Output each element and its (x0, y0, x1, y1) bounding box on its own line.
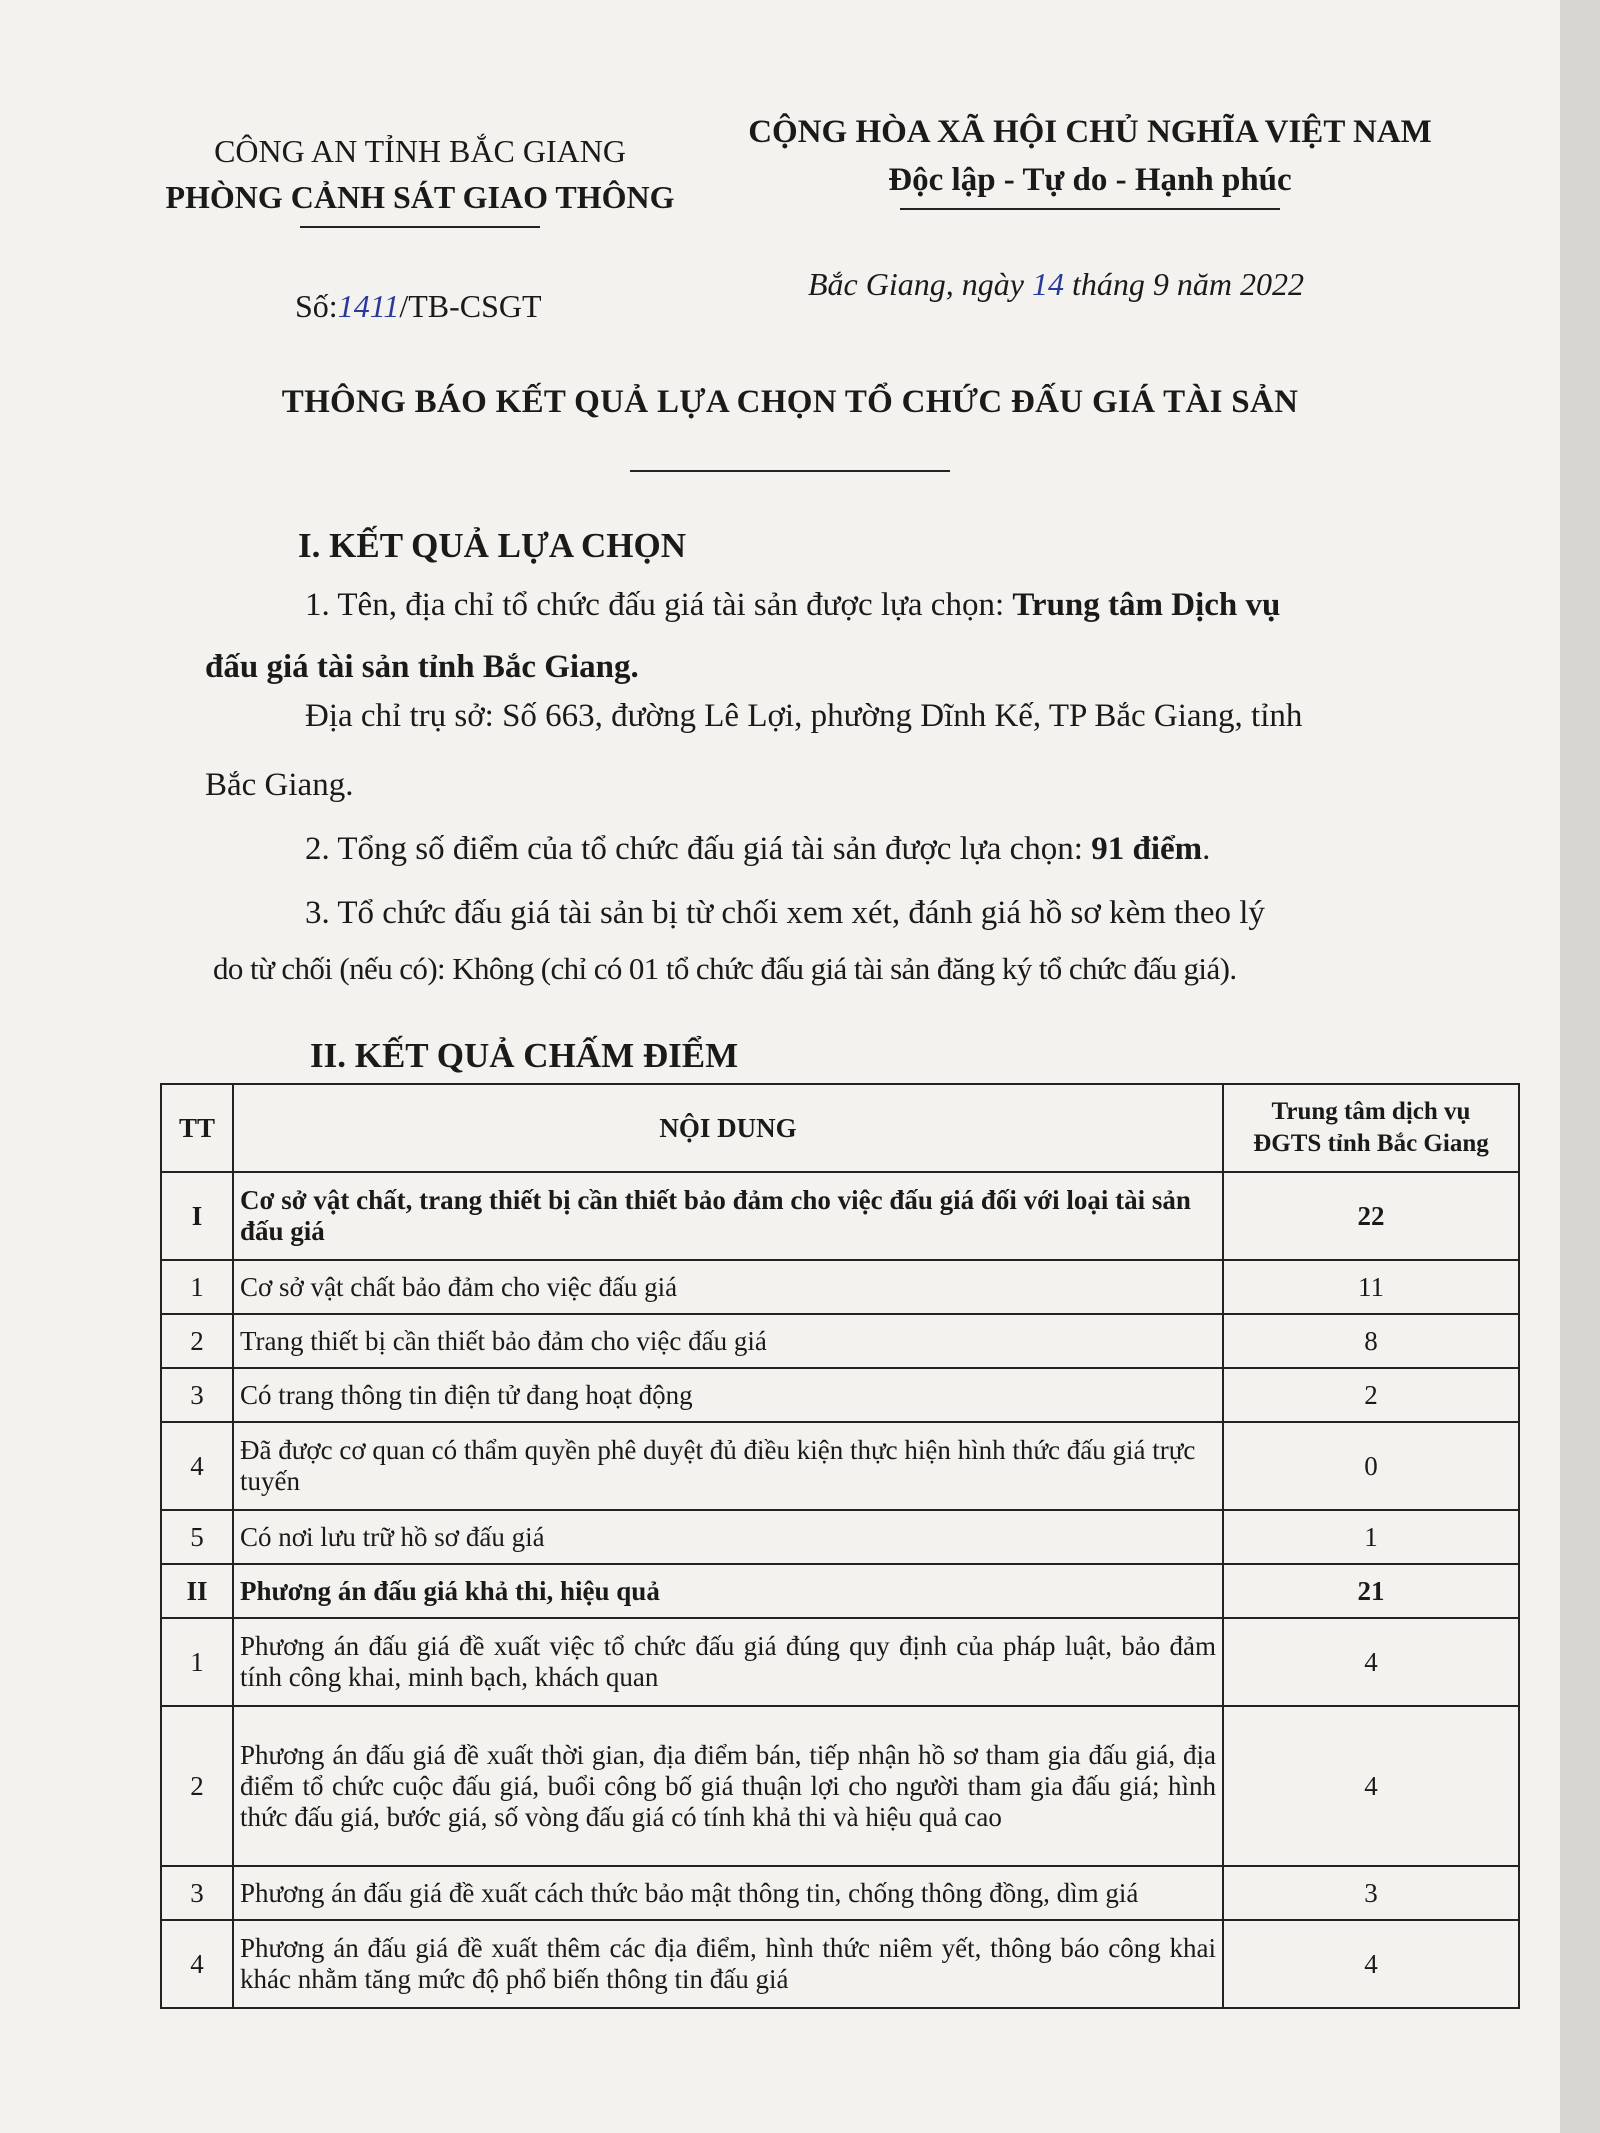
item-1-text: 1. Tên, địa chỉ tổ chức đấu giá tài sản được lựa chọn: (305, 587, 1013, 623)
agency-line-1: CÔNG AN TỈNH BẮC GIANG (214, 133, 626, 169)
item-1-line-1 (305, 582, 1445, 628)
row-tt: 1 (161, 1260, 233, 1314)
document-number (295, 288, 542, 325)
motto-underline (900, 208, 1280, 210)
row-score: 4 (1223, 1706, 1519, 1866)
nation-motto: Độc lập - Tự do - Hạnh phúc (888, 162, 1292, 198)
agency-header (150, 128, 690, 228)
row-score: 3 (1223, 1866, 1519, 1920)
row-content: Phương án đấu giá khả thi, hiệu quả (233, 1564, 1223, 1618)
row-tt: 3 (161, 1368, 233, 1422)
doc-number-suffix: /TB-CSGT (399, 288, 542, 324)
header-org-line-1: Trung tâm dịch vụ (1271, 1098, 1471, 1125)
row-score: 1 (1223, 1510, 1519, 1564)
table-row (161, 1510, 1519, 1564)
row-content: Phương án đấu giá đề xuất thời gian, địa điểm bán, tiếp nhận hồ sơ tham gia đấu giá, địa điểm tổ chức cuộc đấu giá, buổi công bố giá thuận lợi cho người tham gia đấu giá; hình thức đấu giá, bước giá, số vòng đấu giá có tính khả thi và hiệu quả cao (233, 1706, 1223, 1866)
row-tt: 2 (161, 1706, 233, 1866)
nation-name: CỘNG HÒA XÃ HỘI CHỦ NGHĨA VIỆT NAM (748, 114, 1432, 150)
doc-number-value: 1411 (337, 288, 400, 324)
item-2-end: . (1202, 831, 1211, 867)
agency-line-2: PHÒNG CẢNH SÁT GIAO THÔNG (165, 179, 675, 215)
header-content: NỘI DUNG (233, 1084, 1223, 1172)
row-content: Phương án đấu giá đề xuất cách thức bảo mật thông tin, chống thông đồng, dìm giá (233, 1866, 1223, 1920)
agency-underline (300, 226, 540, 228)
row-content: Trang thiết bị cần thiết bảo đảm cho việc đấu giá (233, 1314, 1223, 1368)
row-tt: 5 (161, 1510, 233, 1564)
item-3-line-2: do từ chối (nếu có): Không (chỉ có 01 tổ chức đấu giá tài sản đăng ký tổ chức đấu giá). (213, 951, 1237, 986)
table-row (161, 1368, 1519, 1422)
header-organization (1223, 1084, 1519, 1172)
row-content: Cơ sở vật chất bảo đảm cho việc đấu giá (233, 1260, 1223, 1314)
row-tt: 3 (161, 1866, 233, 1920)
score-table (160, 1083, 1520, 2009)
row-score: 0 (1223, 1422, 1519, 1510)
row-tt: 2 (161, 1314, 233, 1368)
row-score: 2 (1223, 1368, 1519, 1422)
document-date (808, 266, 1304, 303)
row-score: 4 (1223, 1920, 1519, 2008)
document-title: THÔNG BÁO KẾT QUẢ LỰA CHỌN TỔ CHỨC ĐẤU GIÁ TÀI SẢN (281, 384, 1299, 420)
item-2-text: 2. Tổng số điểm của tổ chức đấu giá tài sản được lựa chọn: (305, 831, 1092, 867)
item-1-name-a: Trung tâm Dịch vụ (1012, 587, 1281, 623)
row-tt: 4 (161, 1920, 233, 2008)
row-tt: 1 (161, 1618, 233, 1706)
nation-header (740, 108, 1440, 210)
table-row (161, 1866, 1519, 1920)
row-score: 11 (1223, 1260, 1519, 1314)
date-prefix: Bắc Giang, ngày (808, 266, 1024, 302)
row-score: 4 (1223, 1618, 1519, 1706)
table-row (161, 1564, 1519, 1618)
table-row (161, 1706, 1519, 1866)
doc-number-prefix: Số: (295, 288, 338, 324)
row-content: Có nơi lưu trữ hồ sơ đấu giá (233, 1510, 1223, 1564)
table-row (161, 1920, 1519, 2008)
row-score: 22 (1223, 1172, 1519, 1260)
date-day: 14 (1031, 266, 1064, 302)
row-tt: II (161, 1564, 233, 1618)
address-line-2: Bắc Giang. (205, 767, 354, 803)
table-row (161, 1314, 1519, 1368)
row-tt: 4 (161, 1422, 233, 1510)
row-score: 21 (1223, 1564, 1519, 1618)
row-content: Có trang thông tin điện tử đang hoạt động (233, 1368, 1223, 1422)
row-content: Phương án đấu giá đề xuất thêm các địa điểm, hình thức niêm yết, thông báo công khai khác nhằm tăng mức độ phổ biến thông tin đấu giá (233, 1920, 1223, 2008)
title-underline (630, 470, 950, 472)
header-tt: TT (161, 1084, 233, 1172)
row-content: Cơ sở vật chất, trang thiết bị cần thiết bảo đảm cho việc đấu giá đối với loại tài sản đấu giá (233, 1172, 1223, 1260)
row-tt: I (161, 1172, 233, 1260)
row-content: Đã được cơ quan có thẩm quyền phê duyệt đủ điều kiện thực hiện hình thức đấu giá trực tuyến (233, 1422, 1223, 1510)
row-content: Phương án đấu giá đề xuất việc tổ chức đấu giá đúng quy định của pháp luật, bảo đảm tính công khai, minh bạch, khách quan (233, 1618, 1223, 1706)
item-1-line-2 (205, 644, 639, 690)
row-score: 8 (1223, 1314, 1519, 1368)
item-2-value: 91 điểm (1091, 831, 1203, 867)
section-2-heading: II. KẾT QUẢ CHẤM ĐIỂM (310, 1036, 739, 1075)
address-line-1: Địa chỉ trụ sở: Số 663, đường Lê Lợi, phường Dĩnh Kế, TP Bắc Giang, tỉnh (305, 698, 1303, 734)
item-3-line-1: 3. Tổ chức đấu giá tài sản bị từ chối xem xét, đánh giá hồ sơ kèm theo lý (305, 895, 1265, 931)
table-header-row (161, 1084, 1519, 1172)
table-row (161, 1260, 1519, 1314)
table-row (161, 1422, 1519, 1510)
table-row (161, 1618, 1519, 1706)
table-row (161, 1172, 1519, 1260)
item-2-line (305, 826, 1465, 872)
header-org-line-2: ĐGTS tỉnh Bắc Giang (1253, 1130, 1489, 1157)
section-1-heading: I. KẾT QUẢ LỰA CHỌN (298, 526, 686, 565)
item-1-name-b: đấu giá tài sản tỉnh Bắc Giang. (205, 649, 639, 685)
date-rest: tháng 9 năm 2022 (1071, 266, 1304, 302)
